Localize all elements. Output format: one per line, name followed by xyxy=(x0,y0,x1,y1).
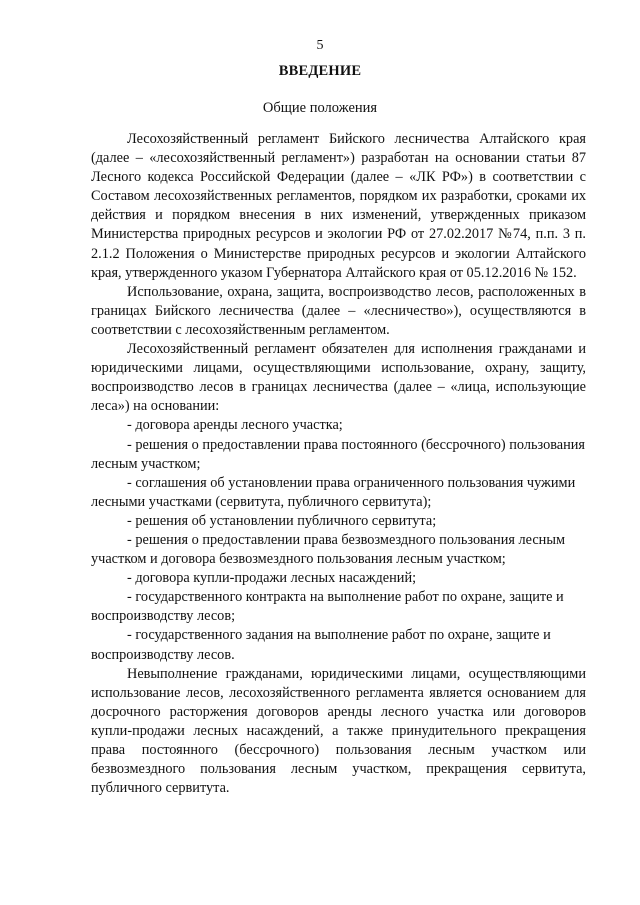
section-subheading: Общие положения xyxy=(262,100,378,116)
paragraph-usage: Использование, охрана, защита, воспроизводство лесов, расположенных в границах Бийского лесничества (далее – «лесничество»), осуществляются в соответствии с лесохозяйственным регламентом. xyxy=(91,283,586,338)
list-item: - соглашения об установлении права ограниченного пользования чужими лесными участками (сервитута, публичного сервитута); xyxy=(91,474,576,510)
page-number: 5 xyxy=(316,38,324,53)
paragraph-obligation: Лесохозяйственный регламент обязателен для исполнения гражданами и юридическими лицами, осуществляющими использование, охрану, защиту, воспроизводство лесов в границах лесничества (далее – «лица, использующие леса») на основании: xyxy=(91,341,586,415)
list-item: - решения об установлении публичного сервитута; xyxy=(127,512,437,529)
list-item: - государственного контракта на выполнение работ по охране, защите и воспроизводству лесов; xyxy=(91,589,564,625)
section-heading: ВВЕДЕНИЕ xyxy=(278,63,362,79)
paragraph-intro: Лесохозяйственный регламент Бийского лесничества Алтайского края (далее – «лесохозяйственный регламент») разработан на основании статьи 87 Лесного кодекса Российской Федерации (далее – «ЛК РФ») в соответствии с Составом лесохозяйственных регламентов, порядком их разработки, сроками их действия и порядком внесения в них изменений, утвержденных приказом Министерства природных ресурсов и экологии РФ от 27.02.2017 №74, п.п. 3 п. 2.1.2 Положения о Министерстве природных ресурсов и экологии Алтайского края, утвержденного указом Губернатора Алтайского края от 05.12.2016 № 152. xyxy=(91,131,586,281)
list-item: - государственного задания на выполнение работ по охране, защите и воспроизводству лесов. xyxy=(91,627,551,663)
list-item: - решения о предоставлении права безвозмездного пользования лесным участком и договора безвозмездного пользования лесным участком; xyxy=(91,531,565,568)
document-body xyxy=(91,130,586,798)
list-item: - договора купли-продажи лесных насаждений; xyxy=(127,570,417,587)
list-item: - решения о предоставлении права постоянного (бессрочного) пользования лесным участком; xyxy=(91,436,586,472)
list-item: - договора аренды лесного участка; xyxy=(127,417,343,434)
paragraph-consequences: Невыполнение гражданами, юридическими лицами, осуществляющими использование лесов, лесохозяйственного регламента является основанием для досрочного расторжения договоров аренды лесного участка или договоров купли-продажи лесных насаждений, а также принудительного прекращения права постоянного (бессрочного) пользования лесным участком или безвозмездного пользования лесным участком, прекращения сервитута, публичного сервитута. xyxy=(91,665,586,797)
